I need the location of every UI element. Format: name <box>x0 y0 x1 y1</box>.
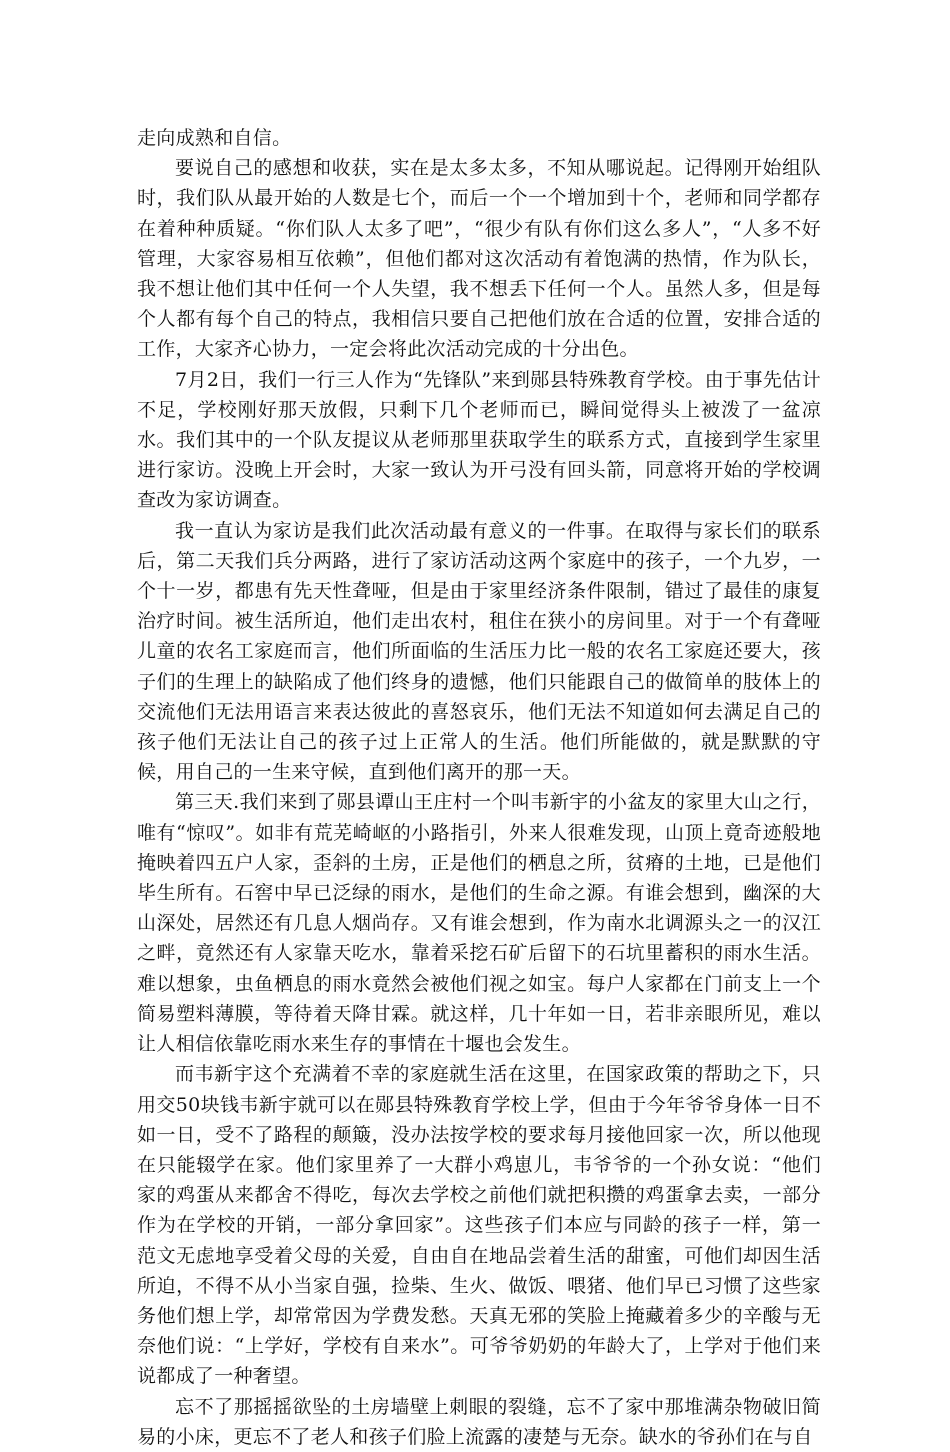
paragraph-continuation: 走向成熟和自信。 <box>137 127 292 149</box>
paragraph-third-day: 第三天.我们来到了郧县谭山王庄村一个叫韦新宇的小盆友的家里大山之行，唯有“惊叹”。如非有荒芜崎岖的小路指引，外来人很难发现，山顶上竟奇迹般地掩映着四五户人家，歪斜的土房，正是他们的栖息之所，贫瘠的土地，已是他们毕生所有。石窖中早已泛绿的雨水，是他们的生命之源。有谁会想到，幽深的大山深处，居然还有几息人烟尚存。又有谁会想到，作为南水北调源头之一的汉江之畔，竟然还有人家靠天吃水，靠着采挖石矿后留下的石坑里蓄积的雨水生活。难以想象，虫鱼栖息的雨水竟然会被他们视之如宝。每户人家都在门前支上一个简易塑料薄膜，等待着天降甘霖。就这样，几十年如一日，若非亲眼所见，难以让人相信依靠吃雨水来生存的事情在十堰也会发生。 <box>137 791 821 1056</box>
paragraph-memories: 忘不了那摇摇欲坠的土房墙壁上刺眼的裂缝，忘不了家中那堆满杂物破旧简易的小床，更忘不了老人和孩子们脸上流露的凄楚与无奈。缺水的爷孙们在与自 <box>137 1395 821 1448</box>
paragraph-vanguard: 7月2日，我们一行三人作为“先锋队”来到郧县特殊教育学校。由于事先估计不足，学校刚好那天放假，只剩下几个老师而已，瞬间觉得头上被泼了一盆凉水。我们其中的一个队友提议从老师那里获取学生的联系方式，直接到学生家里进行家访。没晚上开会时，大家一致认为开弓没有回头箭，同意将开始的学校调查改为家访调查。 <box>137 368 821 512</box>
paragraph-feelings: 要说自己的感想和收获，实在是太多太多，不知从哪说起。记得刚开始组队时，我们队从最开始的人数是七个，而后一个一个增加到十个，老师和同学都存在着种种质疑。“你们队人太多了吧”，“很少有队有你们这么多人”，“人多不好管理，大家容易相互依赖”，但他们都对这次活动有着饱满的热情，作为队长，我不想让他们其中任何一个人失望，我不想丢下任何一个人。虽然人多，但是每个人都有每个自己的特点，我相信只要自己把他们放在合适的位置，安排合适的工作，大家齐心协力，一定会将此次活动完成的十分出色。 <box>137 157 821 361</box>
paragraph-home-visit: 我一直认为家访是我们此次活动最有意义的一件事。在取得与家长们的联系后，第二天我们兵分两路，进行了家访活动这两个家庭中的孩子，一个九岁，一个十一岁，都患有先天性聋哑，但是由于家里经济条件限制，错过了最佳的康复治疗时间。被生活所迫，他们走出农村，租住在狭小的房间里。对于一个有聋哑儿童的农名工家庭而言，他们所面临的生活压力比一般的农名工家庭还要大，孩子们的生理上的缺陷成了他们终身的遗憾，他们只能跟自己的做简单的肢体上的交流他们无法用语言来表达彼此的喜怒哀乐，他们无法不知道如何去满足自己的孩子他们无法让自己的孩子过上正常人的生活。他们所能做的，就是默默的守候，用自己的一生来守候，直到他们离开的那一天。 <box>137 519 821 784</box>
document-body <box>137 123 821 1452</box>
paragraph-wei-xinyu: 而韦新宇这个充满着不幸的家庭就生活在这里，在国家政策的帮助之下，只用交50块钱韦新宇就可以在郧县特殊教育学校上学，但由于今年爷爷身体一日不如一日，受不了路程的颠簸，没办法按学校的要求每月接他回家一次，所以他现在只能辍学在家。他们家里养了一大群小鸡崽儿，韦爷爷的一个孙女说：“他们家的鸡蛋从来都舍不得吃，每次去学校之前他们就把积攒的鸡蛋拿去卖，一部分作为在学校的开销，一部分拿回家”。这些孩子们本应与同龄的孩子一样，第一范文无虑地享受着父母的关爱，自由自在地品尝着生活的甜蜜，可他们却因生活所迫，不得不从小当家自强，捡柴、生火、做饭、喂猪、他们早已习惯了这些家务他们想上学，却常常因为学费发愁。天真无邪的笑脸上掩藏着多少的辛酸与无奈他们说：“上学好，学校有自来水”。可爷爷奶奶的年龄大了，上学对于他们来说都成了一种奢望。 <box>137 1063 821 1388</box>
